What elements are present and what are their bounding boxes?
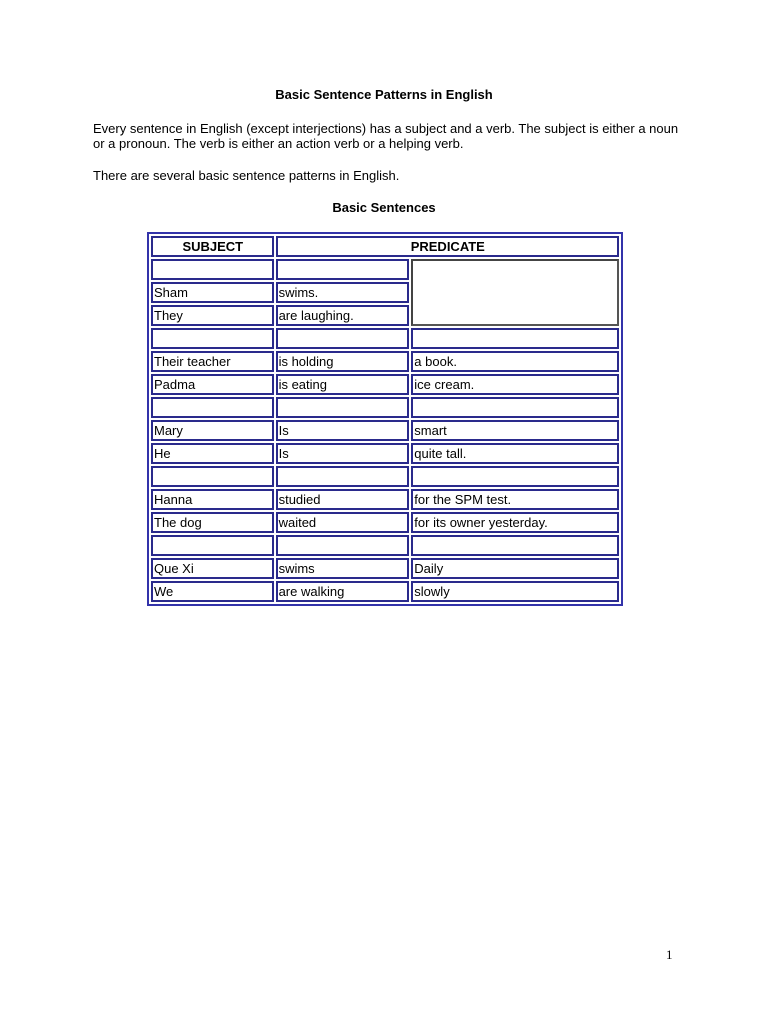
verb-cell <box>276 535 410 556</box>
verb-cell: Is <box>276 443 410 464</box>
verb-cell: swims. <box>276 282 410 303</box>
object-cell: quite tall. <box>411 443 619 464</box>
verb-cell: is eating <box>276 374 410 395</box>
verb-cell <box>276 397 410 418</box>
object-cell: ice cream. <box>411 374 619 395</box>
subject-cell: They <box>151 305 274 326</box>
subject-cell <box>151 535 274 556</box>
table-row <box>151 466 619 487</box>
table-header-row <box>151 236 619 257</box>
verb-cell: swims <box>276 558 410 579</box>
table-row <box>151 489 619 510</box>
object-cell: slowly <box>411 581 619 602</box>
object-cell <box>411 397 619 418</box>
subject-header: SUBJECT <box>151 236 274 257</box>
verb-cell: are walking <box>276 581 410 602</box>
table-row <box>151 420 619 441</box>
verb-cell <box>276 328 410 349</box>
object-cell: Daily <box>411 558 619 579</box>
patterns-paragraph: There are several basic sentence patterns in English. <box>93 168 400 183</box>
table-row <box>151 581 619 602</box>
subject-cell: Sham <box>151 282 274 303</box>
subject-cell: We <box>151 581 274 602</box>
subject-cell: Padma <box>151 374 274 395</box>
table-row <box>151 512 619 533</box>
predicate-header: PREDICATE <box>276 236 619 257</box>
table-heading: Basic Sentences <box>332 200 436 215</box>
subject-cell <box>151 328 274 349</box>
object-cell <box>411 466 619 487</box>
table-row <box>151 259 619 280</box>
object-cell: smart <box>411 420 619 441</box>
table-row <box>151 443 619 464</box>
object-cell <box>411 328 619 349</box>
subject-cell: Que Xi <box>151 558 274 579</box>
table-row <box>151 558 619 579</box>
subject-cell <box>151 259 274 280</box>
object-cell-merged <box>411 259 619 326</box>
table-row <box>151 397 619 418</box>
table-row <box>151 374 619 395</box>
subject-cell: The dog <box>151 512 274 533</box>
subject-cell <box>151 397 274 418</box>
verb-cell <box>276 466 410 487</box>
verb-cell: Is <box>276 420 410 441</box>
basic-sentences-table <box>147 232 623 606</box>
verb-cell <box>276 259 410 280</box>
subject-cell <box>151 466 274 487</box>
subject-cell: Their teacher <box>151 351 274 372</box>
object-cell <box>411 535 619 556</box>
verb-cell: studied <box>276 489 410 510</box>
object-cell: a book. <box>411 351 619 372</box>
table-row <box>151 328 619 349</box>
subject-cell: He <box>151 443 274 464</box>
verb-cell: are laughing. <box>276 305 410 326</box>
table-row <box>151 351 619 372</box>
document-title: Basic Sentence Patterns in English <box>275 87 493 102</box>
table-row <box>151 535 619 556</box>
intro-paragraph: Every sentence in English (except interjections) has a subject and a verb. The subject is either a noun or a pronoun. The verb is either an action verb or a helping verb. <box>93 121 679 151</box>
object-cell: for the SPM test. <box>411 489 619 510</box>
subject-cell: Hanna <box>151 489 274 510</box>
object-cell: for its owner yesterday. <box>411 512 619 533</box>
subject-cell: Mary <box>151 420 274 441</box>
verb-cell: waited <box>276 512 410 533</box>
page-number: 1 <box>666 947 673 962</box>
verb-cell: is holding <box>276 351 410 372</box>
